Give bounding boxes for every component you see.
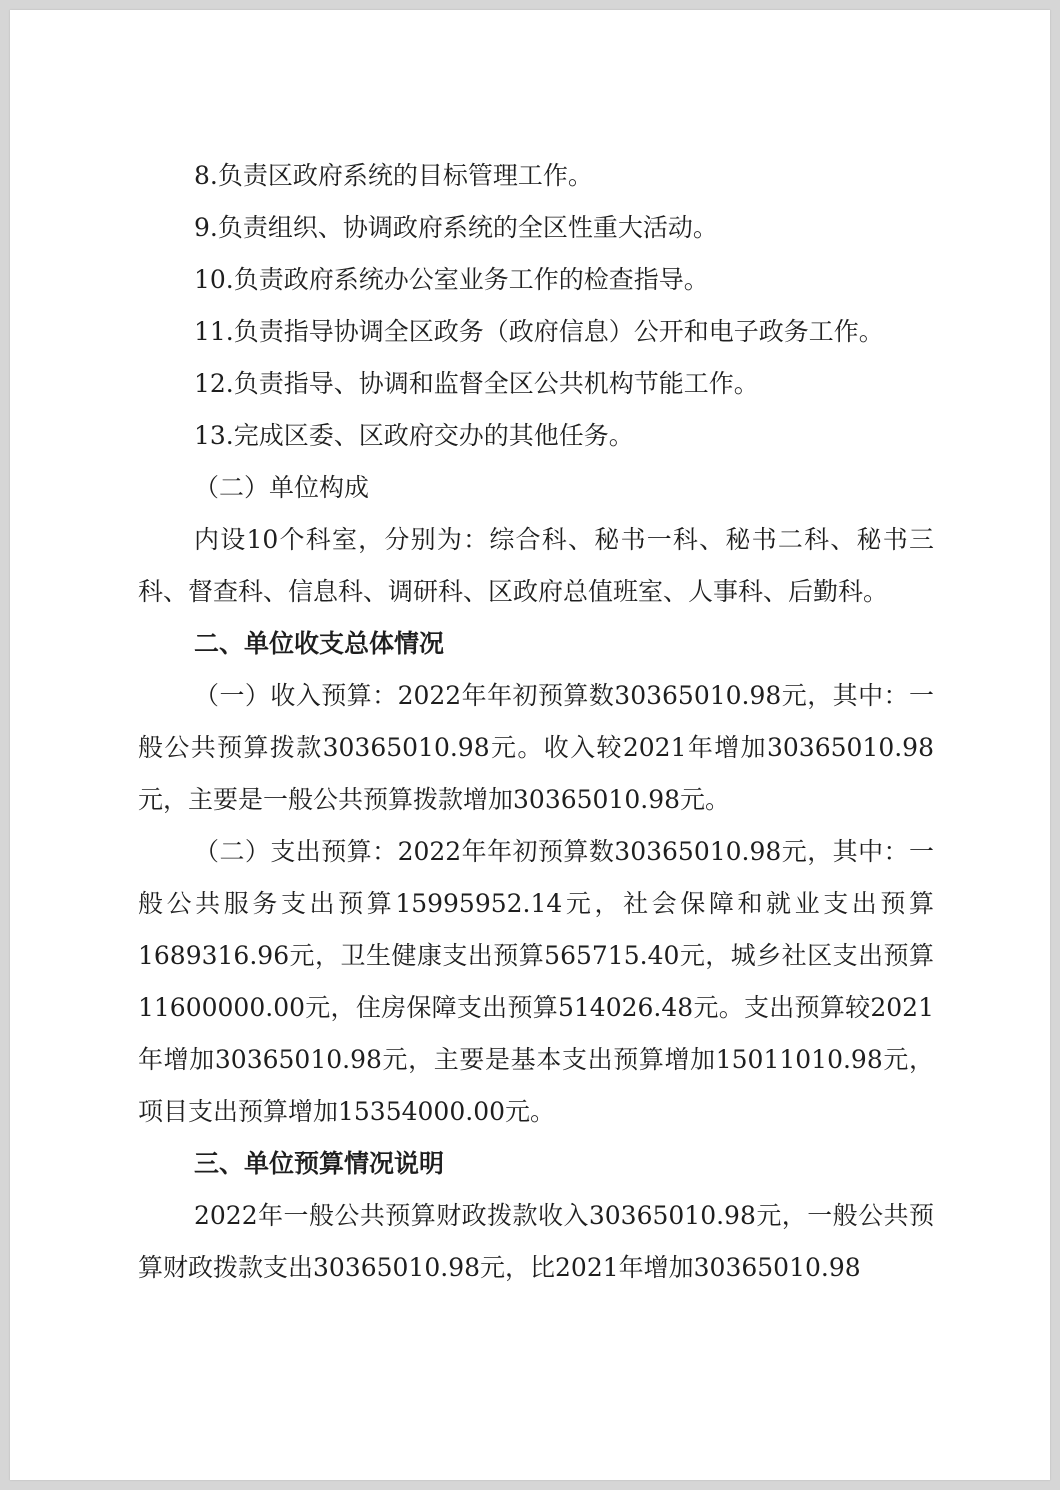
duty-item-13: 13.完成区委、区政府交办的其他任务。 bbox=[194, 421, 634, 450]
document-body bbox=[138, 150, 934, 1294]
budget-explanation-paragraph: 2022年一般公共预算财政拨款收入30365010.98元，一般公共预算财政拨款支出30365010.98元，比2021年增加30365010.98 bbox=[138, 1201, 934, 1282]
income-budget-paragraph: （一）收入预算：2022年年初预算数30365010.98元，其中：一般公共预算拨款30365010.98元。收入较2021年增加30365010.98元，主要是一般公共预算拨款增加30365010.98元。 bbox=[138, 681, 934, 814]
composition-paragraph: 内设10个科室，分别为：综合科、秘书一科、秘书二科、秘书三科、督查科、信息科、调研科、区政府总值班室、人事科、后勤科。 bbox=[138, 525, 934, 606]
section-heading-income-expenditure: 二、单位收支总体情况 bbox=[194, 629, 445, 658]
expenditure-budget-paragraph: （二）支出预算：2022年年初预算数30365010.98元，其中：一般公共服务支出预算15995952.14元，社会保障和就业支出预算1689316.96元，卫生健康支出预算565715.40元，城乡社区支出预算11600000.00元，住房保障支出预算514026.48元。支出预算较2021年增加30365010.98元，主要是基本支出预算增加15011010.98元，项目支出预算增加15354000.00元。 bbox=[138, 837, 934, 1126]
subheading-unit-composition: （二）单位构成 bbox=[194, 473, 370, 502]
duty-item-12: 12.负责指导、协调和监督全区公共机构节能工作。 bbox=[194, 369, 759, 398]
duty-item-10: 10.负责政府系统办公室业务工作的检查指导。 bbox=[194, 265, 709, 294]
document-page bbox=[10, 10, 1050, 1480]
duty-item-8: 8.负责区政府系统的目标管理工作。 bbox=[194, 161, 593, 190]
section-heading-budget-explanation: 三、单位预算情况说明 bbox=[194, 1149, 445, 1178]
duty-item-11: 11.负责指导协调全区政务（政府信息）公开和电子政务工作。 bbox=[194, 317, 884, 346]
duty-item-9: 9.负责组织、协调政府系统的全区性重大活动。 bbox=[194, 213, 718, 242]
